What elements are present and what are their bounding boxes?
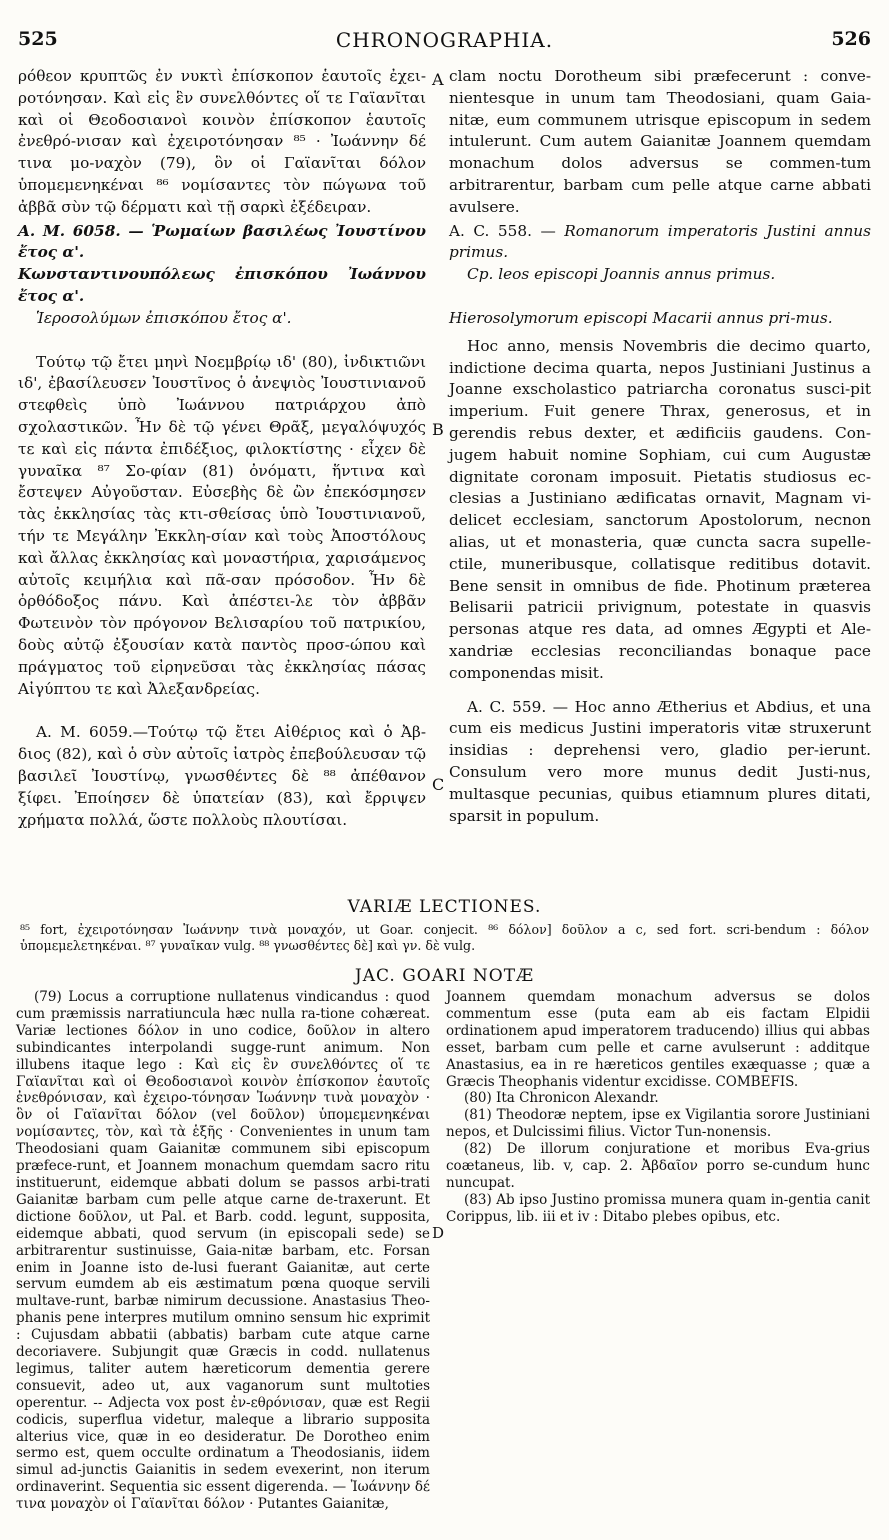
margin-letter-c: C	[432, 775, 445, 794]
latin-paragraph-2: Hoc anno, mensis Novembris die decimo quarto, indictione decima quarta, nepos Justiniani Justinus a Joanne exscholastico patriarcha coronatus susci-pit imperium. Fuit genere Thrax, generosus, et in gerendis rebus dexter, et ædificiis gaudens. Con-jugem habuit nomine Sophiam, cui cum Augustæ dignitate coronam imposuit. Pietatis studiosus ec-clesias a Justiniano ædificatas ornavit, Magnam vi-delicet ecclesiam, sanctorum Apostolorum, necnon alias, ut et monasteria, quæ cuncta sacra supelle-ctile, muneribusque, collatisque reditibus dotavit. Bene sensit in omnibus de fide. Photinum præterea Belisarii patricii privignum, potestate in quasvis personas atque res data, ad omnes Ægypti et Ale-xandriæ ecclesias reconciliandas bonaque pace componendas misit.	[449, 336, 871, 682]
variae-text: ⁸⁵ fort, ἐχειροτόνησαν Ἰωάννην τινὰ μοναχόν, ut Goar. conjecit. ⁸⁶ δόλον] δοῦλον a c, sed fort. scri-bendum : δόλον ὑπομεμελετηκέναι. ⁸⁷ γυναῖκαν vulg. ⁸⁸ γνωσθέντες δὲ] καὶ γν. δὲ vulg.	[20, 922, 869, 953]
variae-title: VARIÆ LECTIONES.	[347, 897, 542, 917]
greek-am-6058: A. M. 6058. — Ῥωμαίων βασιλέως Ἰουστίνου ἔτος α'.	[18, 221, 426, 262]
page-number-right: 526	[831, 28, 871, 50]
greek-paragraph-2: Τούτῳ τῷ ἔτει μηνὶ Νοεμβρίῳ ιδ' (80), ἰνδικτιῶνι ιδ', ἐβασίλευσεν Ἰουστῖνος ὁ ἀνεψιὸς Ἰουστινιανοῦ στεφθεὶς ὑπὸ Ἰωάννου πατριάρχου ἀπὸ σχολαστικῶν. Ἦν δὲ τῷ γένει Θρᾶξ, μεγαλόψυχός τε καὶ εἰς πάντα ἐπιδέξιος, φιλοκτίστης · εἶχεν δὲ γυναῖκα ⁸⁷ Σο-φίαν (81) ὀνόματι, ἥντινα καὶ ἔστεψεν Αὐγοῦσταν. Εὐσεβὴς δὲ ὢν ἐπεκόσμησεν τὰς ἐκκλησίας τὰς κτι-σθείσας ὑπὸ Ἰουστινιανοῦ, τήν τε Μεγάλην Ἐκκλη-σίαν καὶ τοὺς Ἀποστόλους καὶ ἄλλας ἐκκλησίας καὶ μοναστήρια, χαρισάμενος αὐτοῖς κειμήλια καὶ πᾶ-σαν πρόσοδον. Ἦν δὲ ὀρθόδοξος πάνυ. Καὶ ἀπέστει-λε τὸν ἀββᾶν Φωτεινὸν τὸν πρόγονον Βελισαρίου τοῦ πατρικίου, δοὺς αὐτῷ ἐξουσίαν κατὰ παντὸς προσ-ώπου καὶ πράγματος τοῦ εἰρηνεῦσαι τὰς ἐκκλησίας πάσας Αἰγύπτου τε καὶ Ἀλεξανδρείας.	[18, 352, 426, 698]
latin-paragraph-1: clam noctu Dorotheum sibi præfecerunt : conve-nientesque in unum tam Theodosiani, quam Gaia-nitæ, eum communem utrisque episcopum in sedem intulerunt. Cum autem Gaianitæ Joannem quemdam monachum dolos adversus se commen-tum arbitrarentur, barbam cum pelle atque carne abbati avulsere.	[449, 67, 871, 216]
margin-letter-d: D	[432, 1224, 445, 1242]
notes-title: JAC. GOARI NOTÆ	[354, 966, 535, 986]
greek-paragraph-1: ρόθεον κρυπτῶς ἐν νυκτὶ ἐπίσκοπον ἑαυτοῖς ἐχει-ροτόνησαν. Καὶ εἰς ἓν συνελθόντες οἵ τε Γαϊανῖται καὶ οἱ Θεοδοσιανοὶ κοινὸν ἐπίσκοπον ἑαυτοῖς ἐνεθρό-νισαν καὶ ἐχειροτόνησαν ⁸⁵ · Ἰωάννην δέ τινα μο-ναχὸν (79), ὃν οἱ Γαϊανῖται δόλον ὑπομεμενηκέναι ⁸⁶ νομίσαντες τὸν πώγωνα τοῦ ἀββᾶ σὺν τῷ δέρματι καὶ τῇ σαρκὶ ἐξέδειραν.	[18, 67, 426, 216]
greek-column	[18, 66, 426, 831]
latin-hieros-bishop: Hierosolymorum episcopi Macarii annus pri-mus.	[449, 308, 833, 327]
margin-letter-b: B	[432, 420, 444, 439]
note-79-continued: Joannem quemdam monachum adversus se dolos commentum esse (puta eam ab eis factam Elpidii ordinationem apud imperatorem traducendo) illius qui abbas esset, barbam cum pelle et carne avulserunt : additque Anastasius, ea in re hæreticos gentiles exæquasse ; quæ a Græcis Theophanis videntur excidisse. COMBEFIS.	[446, 989, 870, 1090]
note-79: (79) Locus a corruptione nullatenus vindicandus : quod cum præmissis narratiuncula hæc nulla ra-tione cohæreat. Variæ lectiones δόλον in uno codice, δοῦλον in altero subindicantes interpolandi sugge-runt animum. Non illubens itaque lego : Καὶ εἰς ἓν συνελθόντες οἵ τε Γαϊανῖται καὶ οἱ Θεοδοσιανοὶ κοινὸν ἐπίσκοπον ἑαυτοῖς ἐνεθρόνισαν, καὶ ἐχειρο-τόνησαν Ἰωάννην τινὰ μοναχὸν · ὃν οἱ Γαϊανῖται δόλον (vel δοῦλον) ὑπομεμενηκέναι νομίσαντες, τὸν, καὶ τὰ ἑξῆς · Convenientes in unum tam Theodosiani quam Gaianitæ communem sibi episcopum præfece-runt, et Joannem monachum quemdam sacro ritu instituerunt, eidemque abbati dolum se passos arbi-trati Gaianitæ barbam cum pelle atque carne de-traxerunt. Et dictione δοῦλον, ut Pal. et Barb. codd. legunt, supposita, eidemque abbati, quod servum (in episcopali sede) se arbitrarentur sustinuisse, Gaia-nitæ barbam, etc. Forsan enim in Joanne isto de-lusi fuerant Gaianitæ, aut certe servum eumdem ab eis æstimatum pœna quoque servili multave-runt, barbæ nimirum decussione. Anastasius Theo-phanis pene interpres mutilum omnino sensum hic exprimit : Cujusdam abbatii (abbatis) barbam cute atque carne decoriavere. Subjungit quæ Græcis in codd. nullatenus legimus, taliter autem hæreticorum dementia gerere consuevit, adeo ut, aux vaganorum sunt multoties operentur. -- Adjecta vox post ἐν-εθρόνισαν, quæ est Regii codicis, superflua videtur, maleque a librario supposita alterius vice, quæ in eo desideratur. De Dorotheo enim sermo est, quem occulte ordinatum a Theodosianis, iidem simul ad-junctis Gaianitis in sedem evexerint, non iterum ordinaverint. Sequentia sic essent digerenda. — Ἰωάννην δέ τινα μοναχὸν οἱ Γαϊανῖται δόλον · Putantes Gaianitæ,	[16, 989, 430, 1513]
latin-column	[449, 66, 871, 827]
running-head	[18, 28, 871, 58]
notes-left-column	[16, 989, 430, 1513]
greek-hieros-bishop: Ἱεροσολύμων ἐπισκόπου ἔτος α'.	[36, 308, 292, 327]
latin-cp-bishop: Cp. leos episcopi Joannis annus primus.	[467, 265, 776, 284]
margin-letter-a: A	[432, 70, 444, 89]
latin-ac-558: A. C. 558. — Romanorum imperatoris Justini annus primus.	[449, 221, 871, 262]
greek-paragraph-3: A. M. 6059.—Τούτῳ τῷ ἔτει Αἰθέριος καὶ ὁ Ἀβ-διος (82), καὶ ὁ σὺν αὐτοῖς ἰατρὸς ἐπεβούλευσαν τῷ βασιλεῖ Ἰουστίνῳ, γνωσθέντες δὲ ⁸⁸ ἀπέθανον ξίφει. Ἐποίησεν δὲ ὑπατείαν (83), καὶ ἔρριψεν χρήματα πολλά, ὥστε πολλοὺς πλουτίσαι.	[18, 723, 426, 829]
note-82: (82) De illorum conjuratione et moribus Eva-grius coætaneus, lib. v, cap. 2. Ἀβδαῖον porro se-cundum hunc nuncupat.	[446, 1141, 870, 1191]
note-80: (80) Ita Chronicon Alexandr.	[464, 1090, 659, 1107]
running-title: CHRONOGRAPHIA.	[335, 28, 554, 52]
greek-konst-bishop: Κωνσταντινουπόλεως ἐπισκόπου Ἰωάννου ἔτος α'.	[18, 265, 426, 305]
page-number-left: 525	[18, 28, 58, 50]
notes-right-column	[446, 989, 870, 1226]
note-81: (81) Theodoræ neptem, ipse ex Vigilantia sorore Justiniani nepos, et Dulcissimi filius. Victor Tun-nonensis.	[446, 1107, 870, 1141]
latin-paragraph-3: A. C. 559. — Hoc anno Ætherius et Abdius, et una cum eis medicus Justini imperatoris vitæ struxerunt insidias : deprehensi vero, gladio per-ierunt. Consulum vero more munus dedit Justi-nus, multasque pecunias, quibus etiamnum plures ditati, sparsit in populum.	[449, 697, 871, 825]
note-83: (83) Ab ipso Justino promissa munera quam in-gentia canit Corippus, lib. iii et iv : Ditabo plebes opibus, etc.	[446, 1191, 870, 1225]
